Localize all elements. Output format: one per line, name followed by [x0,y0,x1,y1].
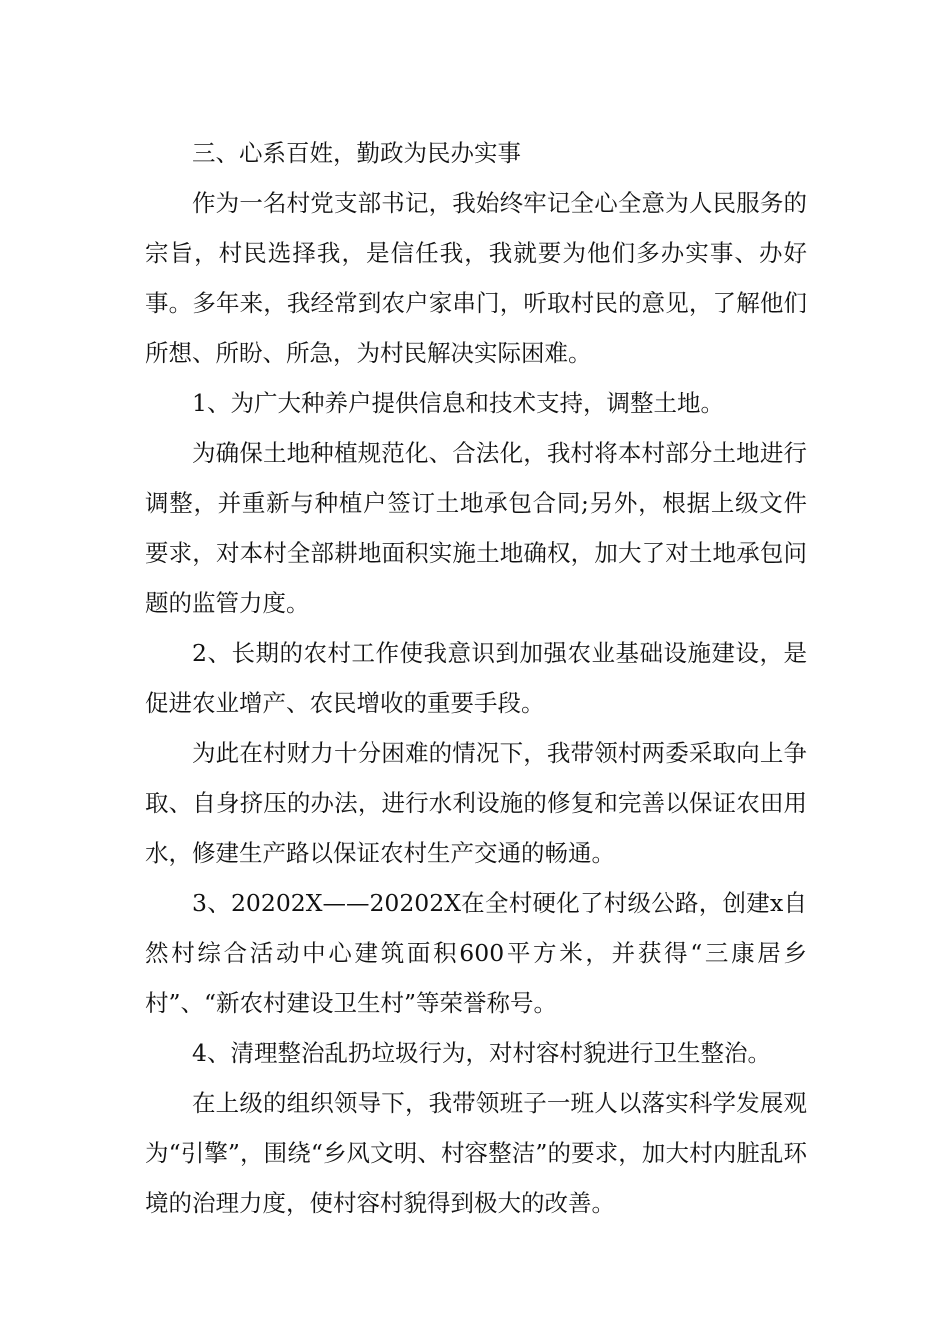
paragraph: 4、清理整治乱扔垃圾行为，对村容村貌进行卫生整治。 [192,1039,771,1067]
paragraph: 1、为广大种养户提供信息和技术支持，调整土地。 [192,389,724,417]
document-body [145,128,807,1228]
paragraph: 作为一名村党支部书记，我始终牢记全心全意为人民服务的宗旨，村民选择我，是信任我，我就要为他们多办实事、办好事。多年来，我经常到农户家串门，听取村民的意见，了解他们所想、所盼、所急，为村民解决实际困难。 [145,189,807,367]
paragraph: 在上级的组织领导下，我带领班子一班人以落实科学发展观为“引擎”，围绕“乡风文明、村容整洁”的要求，加大村内脏乱环境的治理力度，使村容村貌得到极大的改善。 [145,1089,807,1217]
paragraph: 为此在村财力十分困难的情况下，我带领村两委采取向上争取、自身挤压的办法，进行水利设施的修复和完善以保证农田用水，修建生产路以保证农村生产交通的畅通。 [145,739,807,867]
paragraph: 2、长期的农村工作使我意识到加强农业基础设施建设，是促进农业增产、农民增收的重要手段。 [145,639,807,717]
paragraph: 为确保土地种植规范化、合法化，我村将本村部分土地进行调整，并重新与种植户签订土地承包合同;另外，根据上级文件要求，对本村全部耕地面积实施土地确权，加大了对土地承包问题的监管力度。 [145,439,807,617]
paragraph: 3、20202X——20202X在全村硬化了村级公路，创建x自然村综合活动中心建筑面积600平方米，并获得“三康居乡村”、“新农村建设卫生村”等荣誉称号。 [145,889,807,1017]
section-heading: 三、心系百姓，勤政为民办实事 [192,139,521,167]
